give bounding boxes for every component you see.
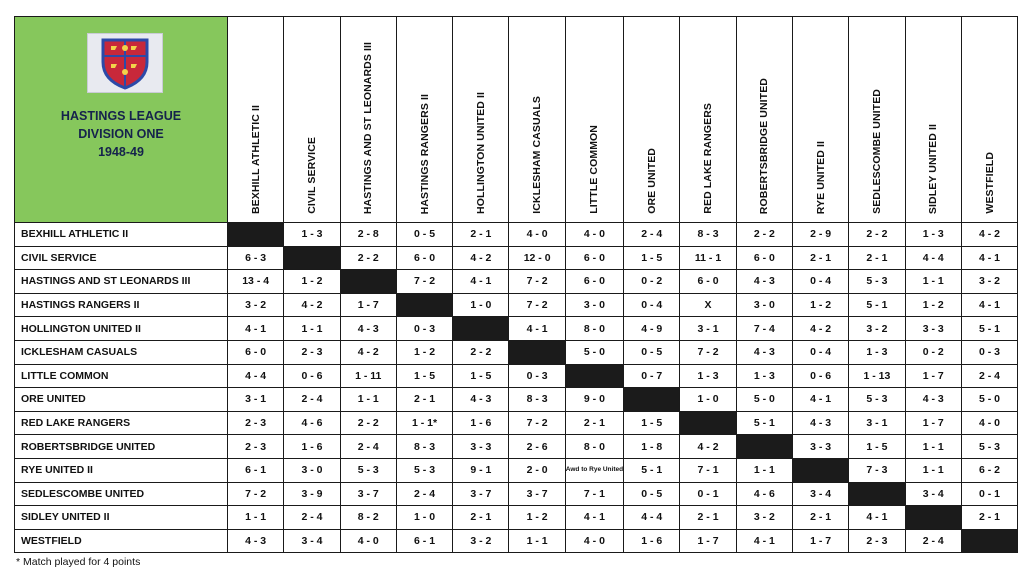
score-cell: 4 - 1: [961, 246, 1017, 270]
score-cell: 1 - 5: [624, 411, 680, 435]
score-cell: 6 - 0: [736, 246, 792, 270]
column-header: [453, 17, 509, 223]
score-cell: 1 - 6: [624, 529, 680, 553]
column-header: [565, 17, 623, 223]
score-cell: 4 - 1: [961, 293, 1017, 317]
score-cell: 3 - 0: [565, 293, 623, 317]
score-cell: 6 - 0: [565, 246, 623, 270]
row-team-name: HOLLINGTON UNITED II: [15, 317, 228, 341]
score-cell: 3 - 2: [453, 529, 509, 553]
column-header-label: ROBERTSBRIDGE UNITED: [758, 77, 771, 214]
score-cell: 4 - 1: [228, 317, 284, 341]
score-cell: 12 - 0: [509, 246, 565, 270]
score-cell: 5 - 3: [849, 270, 905, 294]
score-cell: 7 - 2: [228, 482, 284, 506]
score-cell: 4 - 3: [228, 529, 284, 553]
score-cell: 5 - 3: [340, 458, 396, 482]
score-cell: 4 - 2: [961, 223, 1017, 247]
table-row: [15, 411, 1018, 435]
row-team-name: HASTINGS AND ST LEONARDS III: [15, 270, 228, 294]
score-cell: 2 - 1: [792, 506, 848, 530]
score-cell: 1 - 3: [736, 364, 792, 388]
score-cell: 5 - 3: [961, 435, 1017, 459]
score-cell: 4 - 3: [340, 317, 396, 341]
score-cell: 3 - 2: [736, 506, 792, 530]
column-header: [624, 17, 680, 223]
row-team-name: ORE UNITED: [15, 388, 228, 412]
score-cell: 1 - 6: [453, 411, 509, 435]
score-cell: 7 - 1: [565, 482, 623, 506]
score-cell: 0 - 4: [624, 293, 680, 317]
diagonal-blank-cell: [680, 411, 736, 435]
score-cell: 1 - 3: [849, 340, 905, 364]
score-cell: 3 - 1: [849, 411, 905, 435]
score-cell: 3 - 0: [284, 458, 340, 482]
diagonal-blank-cell: [228, 223, 284, 247]
league-title: [15, 107, 227, 161]
score-cell: 0 - 6: [792, 364, 848, 388]
row-team-name: BEXHILL ATHLETIC II: [15, 223, 228, 247]
score-cell: 1 - 7: [905, 364, 961, 388]
score-cell: 4 - 9: [624, 317, 680, 341]
table-row: [15, 293, 1018, 317]
score-cell: 4 - 6: [284, 411, 340, 435]
score-cell: 1 - 1: [509, 529, 565, 553]
score-cell: 6 - 0: [228, 340, 284, 364]
score-cell: 3 - 2: [849, 317, 905, 341]
score-cell: 3 - 4: [284, 529, 340, 553]
row-team-name: ROBERTSBRIDGE UNITED: [15, 435, 228, 459]
score-cell: 4 - 2: [284, 293, 340, 317]
score-cell: 1 - 0: [680, 388, 736, 412]
score-cell: 4 - 6: [736, 482, 792, 506]
score-cell: 2 - 2: [340, 411, 396, 435]
score-cell: 2 - 1: [453, 223, 509, 247]
column-header-label: HASTINGS AND ST LEONARDS III: [362, 41, 375, 214]
score-cell: 1 - 1*: [396, 411, 452, 435]
score-cell: 1 - 11: [340, 364, 396, 388]
score-cell: 0 - 2: [624, 270, 680, 294]
table-row: [15, 482, 1018, 506]
diagonal-blank-cell: [509, 340, 565, 364]
score-cell: 2 - 1: [792, 246, 848, 270]
score-cell: 6 - 1: [228, 458, 284, 482]
score-cell: 2 - 4: [396, 482, 452, 506]
league-title-cell: [15, 17, 228, 223]
column-header-label: BEXHILL ATHLETIC II: [249, 104, 262, 214]
score-cell: 3 - 2: [961, 270, 1017, 294]
column-header: [284, 17, 340, 223]
table-row: [15, 364, 1018, 388]
score-cell: 2 - 1: [453, 506, 509, 530]
diagonal-blank-cell: [736, 435, 792, 459]
score-cell: 4 - 4: [624, 506, 680, 530]
score-cell: 2 - 4: [284, 388, 340, 412]
score-cell: 1 - 7: [340, 293, 396, 317]
score-cell: 4 - 1: [453, 270, 509, 294]
column-header: [792, 17, 848, 223]
score-cell: 4 - 1: [792, 388, 848, 412]
score-cell: 1 - 0: [396, 506, 452, 530]
diagonal-blank-cell: [340, 270, 396, 294]
score-cell: 2 - 1: [849, 246, 905, 270]
score-cell: 8 - 3: [680, 223, 736, 247]
score-cell: 7 - 1: [680, 458, 736, 482]
score-cell: 5 - 3: [396, 458, 452, 482]
row-team-name: CIVIL SERVICE: [15, 246, 228, 270]
score-cell: 1 - 3: [680, 364, 736, 388]
hastings-crest-icon: [87, 33, 163, 93]
column-header: [340, 17, 396, 223]
score-cell: 2 - 1: [680, 506, 736, 530]
score-cell: 7 - 2: [509, 293, 565, 317]
score-cell: 2 - 4: [961, 364, 1017, 388]
score-cell: 1 - 7: [680, 529, 736, 553]
score-cell: 7 - 2: [680, 340, 736, 364]
score-cell: 4 - 3: [453, 388, 509, 412]
column-header: [396, 17, 452, 223]
score-cell: 3 - 3: [453, 435, 509, 459]
table-row: [15, 529, 1018, 553]
score-cell: 3 - 7: [340, 482, 396, 506]
column-header: [228, 17, 284, 223]
table-row: [15, 246, 1018, 270]
score-cell: 9 - 1: [453, 458, 509, 482]
score-cell: 1 - 2: [396, 340, 452, 364]
score-cell: 1 - 6: [284, 435, 340, 459]
score-cell: 1 - 5: [624, 246, 680, 270]
score-cell: 1 - 7: [905, 411, 961, 435]
score-cell: 0 - 1: [680, 482, 736, 506]
score-cell: 6 - 2: [961, 458, 1017, 482]
score-cell: 4 - 3: [905, 388, 961, 412]
diagonal-blank-cell: [624, 388, 680, 412]
score-cell: 2 - 4: [624, 223, 680, 247]
score-cell: 1 - 1: [736, 458, 792, 482]
diagonal-blank-cell: [396, 293, 452, 317]
table-row: [15, 388, 1018, 412]
score-cell: 1 - 5: [849, 435, 905, 459]
score-cell: 1 - 2: [284, 270, 340, 294]
score-cell: 2 - 2: [736, 223, 792, 247]
row-team-name: SEDLESCOMBE UNITED: [15, 482, 228, 506]
column-header-label: SEDLESCOMBE UNITED: [870, 89, 883, 214]
score-cell: 2 - 4: [284, 506, 340, 530]
score-cell: 1 - 7: [792, 529, 848, 553]
score-cell: 4 - 0: [565, 223, 623, 247]
score-cell: 0 - 2: [905, 340, 961, 364]
row-team-name: SIDLEY UNITED II: [15, 506, 228, 530]
diagonal-blank-cell: [792, 458, 848, 482]
score-cell: 8 - 3: [509, 388, 565, 412]
score-cell: 2 - 1: [396, 388, 452, 412]
score-cell: 4 - 1: [849, 506, 905, 530]
score-cell: 1 - 1: [905, 270, 961, 294]
score-cell: 1 - 0: [453, 293, 509, 317]
score-cell: 1 - 13: [849, 364, 905, 388]
column-header-label: SIDLEY UNITED II: [927, 123, 940, 214]
column-header-label: CIVIL SERVICE: [305, 137, 318, 214]
score-cell: 4 - 2: [680, 435, 736, 459]
score-cell: Awd to Rye United: [565, 458, 623, 482]
score-cell: 1 - 1: [284, 317, 340, 341]
score-cell: 6 - 0: [396, 246, 452, 270]
score-cell: 4 - 0: [509, 223, 565, 247]
score-cell: 4 - 2: [453, 246, 509, 270]
column-header: [905, 17, 961, 223]
column-header: [961, 17, 1017, 223]
score-cell: 2 - 2: [340, 246, 396, 270]
column-header-label: LITTLE COMMON: [588, 125, 601, 214]
score-cell: 5 - 3: [849, 388, 905, 412]
score-cell: 0 - 3: [509, 364, 565, 388]
score-cell: 9 - 0: [565, 388, 623, 412]
score-cell: 4 - 1: [565, 506, 623, 530]
score-cell: 0 - 1: [961, 482, 1017, 506]
score-cell: 7 - 2: [509, 411, 565, 435]
score-cell: 1 - 1: [228, 506, 284, 530]
score-cell: 1 - 5: [453, 364, 509, 388]
score-cell: 0 - 4: [792, 340, 848, 364]
score-cell: 2 - 8: [340, 223, 396, 247]
column-header-label: HOLLINGTON UNITED II: [474, 92, 487, 214]
row-team-name: HASTINGS RANGERS II: [15, 293, 228, 317]
score-cell: X: [680, 293, 736, 317]
score-cell: 2 - 4: [340, 435, 396, 459]
row-team-name: ICKLESHAM CASUALS: [15, 340, 228, 364]
column-header: [736, 17, 792, 223]
row-team-name: LITTLE COMMON: [15, 364, 228, 388]
table-row: [15, 458, 1018, 482]
diagonal-blank-cell: [905, 506, 961, 530]
score-cell: 1 - 3: [284, 223, 340, 247]
score-cell: 2 - 2: [453, 340, 509, 364]
score-cell: 0 - 5: [396, 223, 452, 247]
score-cell: 6 - 0: [680, 270, 736, 294]
score-cell: 1 - 3: [905, 223, 961, 247]
column-header-row: [15, 17, 1018, 223]
diagonal-blank-cell: [565, 364, 623, 388]
score-cell: 1 - 2: [792, 293, 848, 317]
score-cell: 4 - 4: [228, 364, 284, 388]
table-row: [15, 435, 1018, 459]
column-header-label: RED LAKE RANGERS: [702, 103, 715, 214]
score-cell: 3 - 1: [680, 317, 736, 341]
score-cell: 5 - 0: [961, 388, 1017, 412]
score-cell: 2 - 9: [792, 223, 848, 247]
score-cell: 4 - 3: [736, 340, 792, 364]
score-cell: 2 - 2: [849, 223, 905, 247]
column-header: [509, 17, 565, 223]
score-cell: 0 - 5: [624, 482, 680, 506]
row-team-name: RED LAKE RANGERS: [15, 411, 228, 435]
score-cell: 7 - 3: [849, 458, 905, 482]
score-cell: 5 - 1: [849, 293, 905, 317]
score-cell: 3 - 1: [228, 388, 284, 412]
score-cell: 2 - 0: [509, 458, 565, 482]
score-cell: 11 - 1: [680, 246, 736, 270]
score-cell: 5 - 1: [961, 317, 1017, 341]
score-cell: 2 - 4: [905, 529, 961, 553]
score-cell: 0 - 5: [624, 340, 680, 364]
column-header-label: ICKLESHAM CASUALS: [531, 96, 544, 214]
title-line-season: 1948-49: [98, 145, 144, 159]
table-row: [15, 317, 1018, 341]
score-cell: 3 - 4: [905, 482, 961, 506]
score-cell: 1 - 2: [905, 293, 961, 317]
score-cell: 3 - 7: [453, 482, 509, 506]
score-cell: 3 - 9: [284, 482, 340, 506]
column-header: [680, 17, 736, 223]
table-row: [15, 506, 1018, 530]
score-cell: 3 - 2: [228, 293, 284, 317]
score-cell: 6 - 1: [396, 529, 452, 553]
score-cell: 7 - 4: [736, 317, 792, 341]
diagonal-blank-cell: [284, 246, 340, 270]
title-line-division: DIVISION ONE: [78, 127, 164, 141]
title-line-league: HASTINGS LEAGUE: [60, 109, 182, 123]
score-cell: 2 - 6: [509, 435, 565, 459]
score-cell: 1 - 1: [340, 388, 396, 412]
score-cell: 4 - 0: [961, 411, 1017, 435]
footnote: * Match played for 4 points: [16, 556, 141, 568]
results-grid: [14, 16, 1018, 553]
score-cell: 4 - 0: [565, 529, 623, 553]
score-cell: 6 - 3: [228, 246, 284, 270]
score-cell: 2 - 1: [565, 411, 623, 435]
score-cell: 8 - 3: [396, 435, 452, 459]
score-cell: 5 - 0: [565, 340, 623, 364]
diagonal-blank-cell: [453, 317, 509, 341]
row-team-name: WESTFIELD: [15, 529, 228, 553]
row-team-name: RYE UNITED II: [15, 458, 228, 482]
score-cell: 1 - 1: [905, 435, 961, 459]
score-cell: 4 - 4: [905, 246, 961, 270]
score-cell: 2 - 3: [228, 411, 284, 435]
score-cell: 6 - 0: [565, 270, 623, 294]
score-cell: 1 - 8: [624, 435, 680, 459]
score-cell: 5 - 1: [624, 458, 680, 482]
score-cell: 8 - 2: [340, 506, 396, 530]
score-cell: 3 - 3: [792, 435, 848, 459]
score-cell: 0 - 7: [624, 364, 680, 388]
score-cell: 5 - 0: [736, 388, 792, 412]
score-cell: 4 - 3: [792, 411, 848, 435]
table-row: [15, 340, 1018, 364]
score-cell: 2 - 3: [849, 529, 905, 553]
score-cell: 0 - 3: [396, 317, 452, 341]
column-header-label: HASTINGS RANGERS II: [418, 93, 431, 214]
score-cell: 4 - 2: [792, 317, 848, 341]
table-row: [15, 223, 1018, 247]
column-header: [849, 17, 905, 223]
score-cell: 3 - 0: [736, 293, 792, 317]
column-header-label: RYE UNITED II: [814, 140, 827, 214]
table-row: [15, 270, 1018, 294]
score-cell: 3 - 4: [792, 482, 848, 506]
column-header-label: WESTFIELD: [983, 152, 996, 214]
column-header-label: ORE UNITED: [645, 148, 658, 214]
score-cell: 1 - 5: [396, 364, 452, 388]
score-cell: 4 - 1: [509, 317, 565, 341]
score-cell: 8 - 0: [565, 317, 623, 341]
score-cell: 2 - 3: [228, 435, 284, 459]
score-cell: 3 - 3: [905, 317, 961, 341]
score-cell: 13 - 4: [228, 270, 284, 294]
diagonal-blank-cell: [961, 529, 1017, 553]
score-cell: 2 - 1: [961, 506, 1017, 530]
score-cell: 0 - 6: [284, 364, 340, 388]
diagonal-blank-cell: [849, 482, 905, 506]
score-cell: 7 - 2: [396, 270, 452, 294]
score-cell: 7 - 2: [509, 270, 565, 294]
score-cell: 3 - 7: [509, 482, 565, 506]
score-cell: 4 - 3: [736, 270, 792, 294]
score-cell: 2 - 3: [284, 340, 340, 364]
score-cell: 1 - 2: [509, 506, 565, 530]
score-cell: 0 - 3: [961, 340, 1017, 364]
score-cell: 5 - 1: [736, 411, 792, 435]
score-cell: 8 - 0: [565, 435, 623, 459]
score-cell: 4 - 0: [340, 529, 396, 553]
score-cell: 4 - 1: [736, 529, 792, 553]
score-cell: 1 - 1: [905, 458, 961, 482]
score-cell: 4 - 2: [340, 340, 396, 364]
score-cell: 0 - 4: [792, 270, 848, 294]
